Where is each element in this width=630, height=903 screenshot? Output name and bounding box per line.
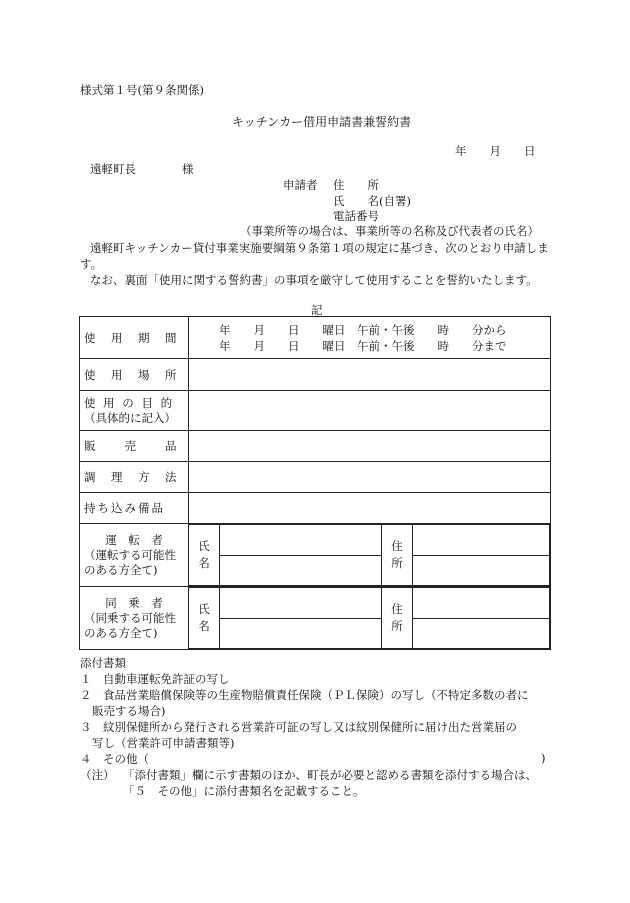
passenger-sub-1: （同乗する可能性 (84, 610, 176, 625)
passenger-name-label: 氏 名 (189, 588, 220, 649)
period-label: 使 用 期 間 (80, 317, 189, 359)
attachment-item-2-cont: 販売する場合) (92, 704, 166, 718)
address-label: 住 所 (333, 178, 379, 192)
passenger-sub-2: のある方全て) (84, 625, 158, 640)
driver-name-field-1[interactable] (220, 525, 382, 556)
attachment-item-3-cont: 写し（営業許可申請書類等) (92, 736, 235, 750)
place-label: 使 用 場 所 (80, 359, 189, 391)
applicant-note: （事業所等の場合は、事業所等の名称及び代表者の氏名） (240, 224, 539, 238)
ki-heading: 記 (311, 303, 323, 317)
applicant-label: 申請者 (283, 178, 318, 192)
passenger-label: 同 乗 者 (105, 595, 163, 610)
driver-address-label: 住 所 (382, 525, 413, 586)
period-end: 年 月 日 曜日 午前・午後 時 分まで (219, 338, 507, 353)
intro-paragraph-1: 遠軽町キッチンカー貸付事業実施要綱第９条第１項の規定に基づき、次のとおり申請します。 (80, 241, 549, 271)
driver-name-field-2[interactable] (220, 555, 382, 586)
page-title: キッチンカー借用申請書兼誓約書 (232, 115, 412, 129)
intro-paragraph-2: なお、裏面「使用に関する誓約書」の事項を厳守して使用することを誓約いたします。 (90, 273, 538, 287)
phone-label: 電話番号 (333, 209, 379, 223)
driver-label: 運 転 者 (105, 532, 163, 547)
note-label: （注） (80, 768, 115, 782)
passenger-label-cell (80, 587, 189, 650)
form-number: 様式第１号(第９条関係) (80, 83, 204, 97)
attachment-item-4-close: ) (541, 751, 546, 765)
attachment-item-1: １ 自動車運転免許証の写し (80, 672, 230, 686)
note-line-1: 「添付書類」欄に示す書類のほか、町長が必要と認める書類を添付する場合は、 (123, 768, 537, 782)
driver-address-field-2[interactable] (413, 555, 550, 586)
passenger-address-field-2[interactable] (413, 618, 550, 649)
passenger-name-field-1[interactable] (220, 588, 382, 619)
purpose-field[interactable] (189, 391, 551, 431)
equipment-field[interactable] (189, 493, 551, 524)
addressee: 遠軽町長 様 (90, 162, 194, 176)
period-start: 年 月 日 曜日 午前・午後 時 分から (219, 322, 507, 337)
goods-field[interactable] (189, 431, 551, 462)
driver-name-label: 氏 名 (189, 525, 220, 586)
passenger-address-label: 住 所 (382, 588, 413, 649)
purpose-label-cell (80, 391, 189, 431)
goods-label: 販 売 品 (80, 431, 189, 462)
attachment-item-2: ２ 食品営業賠償保険等の生産物賠償責任保険（ＰＬ保険）の写し（不特定多数の者に (80, 688, 529, 702)
place-field[interactable] (189, 359, 551, 391)
attachment-item-4: ４ その他（ (80, 752, 149, 766)
purpose-label: 使 用 の 目 的 (84, 395, 175, 410)
period-field[interactable] (189, 317, 551, 359)
equipment-label: 持ち込み備品 (80, 493, 189, 524)
passenger-name-field-2[interactable] (220, 618, 382, 649)
name-label: 氏 名(自署) (333, 194, 411, 208)
driver-sub-2: のある方全て) (84, 562, 158, 577)
passenger-address-field-1[interactable] (413, 588, 550, 619)
cooking-label: 調 理 方 法 (80, 462, 189, 493)
date-line: 年 月 日 (455, 144, 536, 158)
attachment-item-3: ３ 紋別保健所から発行される営業許可証の写し又は紋別保健所に届け出た営業届の (80, 720, 517, 734)
driver-label-cell (80, 524, 189, 587)
driver-sub-1: （運転する可能性 (84, 547, 176, 562)
purpose-sub-label: （具体的に記入） (84, 410, 176, 425)
attachments-title: 添付書類 (80, 656, 126, 670)
cooking-field[interactable] (189, 462, 551, 493)
driver-address-field-1[interactable] (413, 525, 550, 556)
note-line-2: 「５ その他」に添付書類名を記載すること。 (123, 784, 365, 798)
application-table (79, 316, 551, 650)
